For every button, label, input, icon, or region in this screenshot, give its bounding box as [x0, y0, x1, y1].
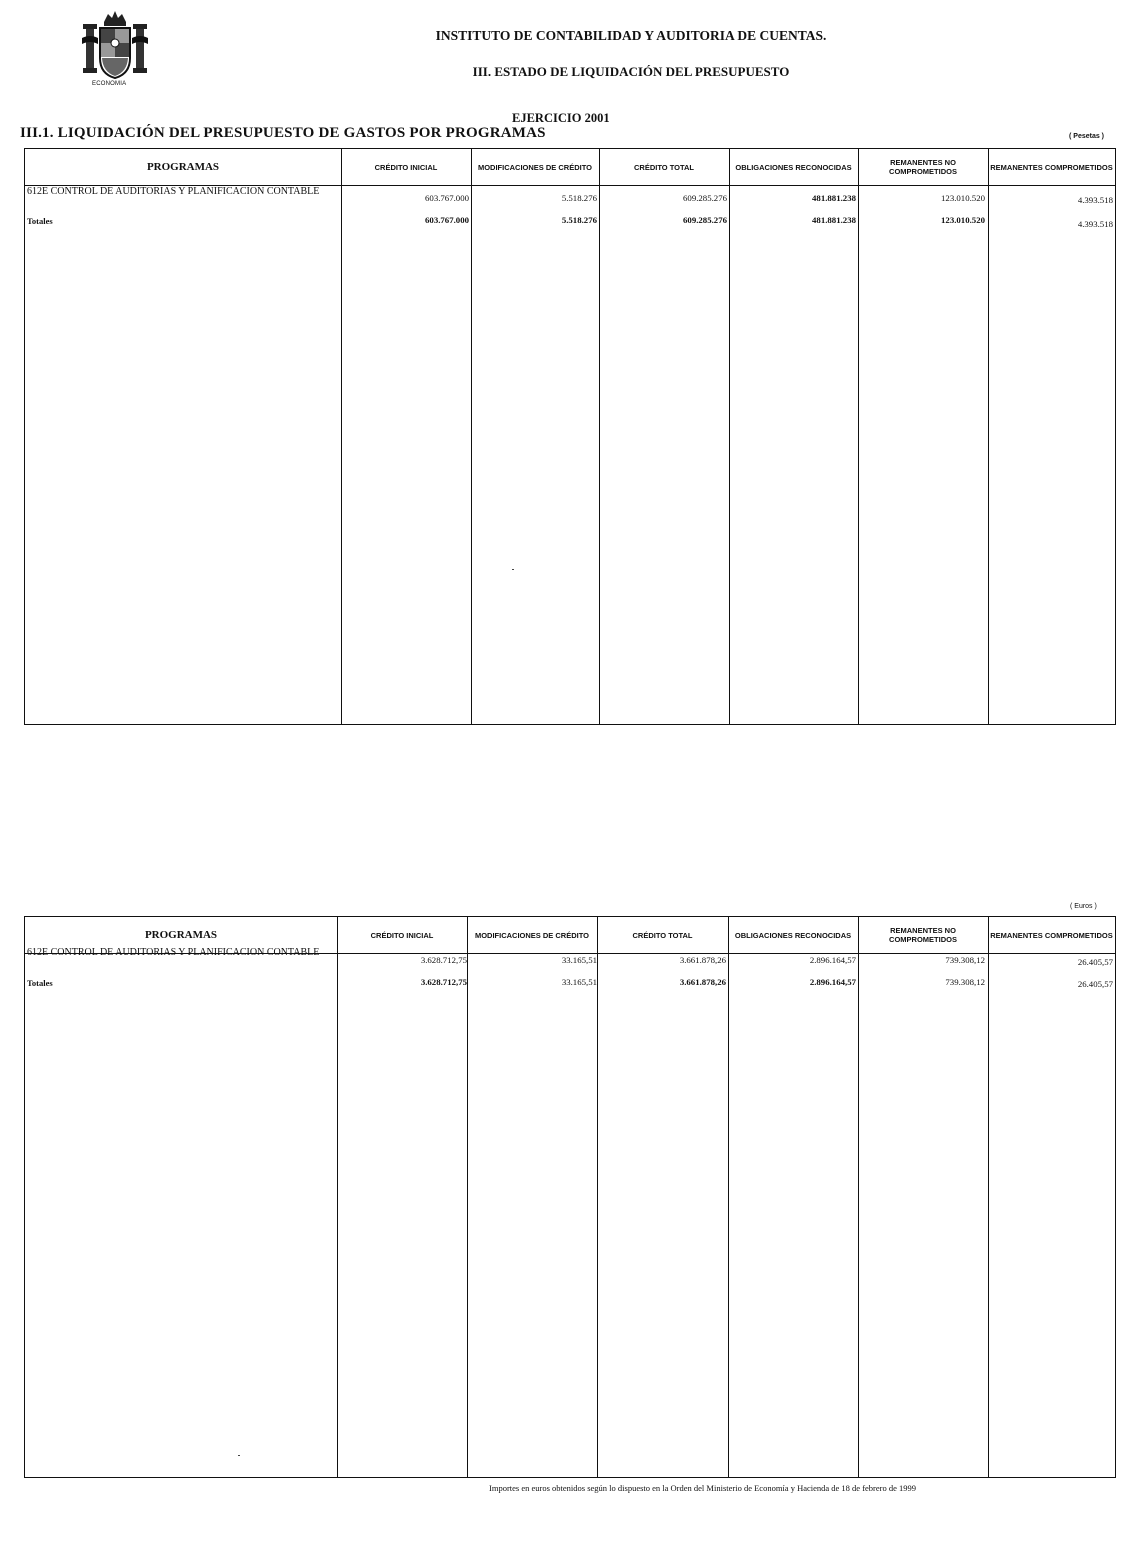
footnote: Importes en euros obtenidos según lo dispuesto en la Orden del Ministerio de Economía y Hacienda de 18 de febrero de 1999: [489, 1483, 917, 1493]
column-header-credito-total: CRÉDITO TOTAL: [634, 162, 694, 172]
column-header-modificaciones: MODIFICACIONES DE CRÉDITO: [474, 930, 590, 940]
table-header-row: [25, 149, 1115, 186]
budget-table-pesetas: [24, 148, 1116, 725]
credito-inicial-total: 3.628.712,75: [420, 977, 467, 987]
remanentes-no-comprometidos-value: 123.010.520: [941, 193, 985, 203]
section-title: III.1. LIQUIDACIÓN DEL PRESUPUESTO DE GASTOS POR PROGRAMAS: [20, 125, 546, 141]
obligaciones-value: 481.881.238: [812, 193, 856, 203]
remanentes-no-comprometidos-total: 739.308,12: [945, 977, 985, 987]
obligaciones-value: 2.896.164,57: [809, 955, 856, 965]
modificaciones-total: 33.165,51: [561, 977, 597, 987]
remanentes-comprometidos-total: 26.405,57: [1077, 979, 1113, 989]
column-header-obligaciones: OBLIGACIONES RECONOCIDAS: [734, 930, 852, 940]
column-header-credito-inicial: CRÉDITO INICIAL: [374, 162, 438, 172]
modificaciones-value: 33.165,51: [561, 955, 597, 965]
program-name: 612E CONTROL DE AUDITORIAS Y PLANIFICACION CONTABLE: [27, 186, 320, 197]
column-header-modificaciones: MODIFICACIONES DE CRÉDITO: [477, 162, 593, 172]
credito-total-total: 3.661.878,26: [679, 977, 726, 987]
logo-caption: ECONOMIA: [92, 81, 127, 87]
obligaciones-total: 481.881.238: [812, 215, 856, 225]
scan-speck: [512, 569, 514, 570]
remanentes-no-comprometidos-total: 123.010.520: [941, 215, 985, 225]
column-header-remanentes-comprometidos: REMANENTES COMPROMETIDOS: [990, 162, 1113, 172]
credito-total-value: 609.285.276: [683, 193, 727, 203]
institute-title: INSTITUTO DE CONTABILIDAD Y AUDITORIA DE CUENTAS.: [435, 28, 827, 43]
remanentes-comprometidos-total: 4.393.518: [1077, 219, 1113, 229]
modificaciones-value: 5.518.276: [561, 193, 597, 203]
column-header-programas: PROGRAMAS: [144, 928, 218, 941]
totals-label: Totales: [27, 216, 53, 226]
obligaciones-total: 2.896.164,57: [809, 977, 856, 987]
column-header-credito-total: CRÉDITO TOTAL: [632, 930, 693, 940]
column-header-programas: PROGRAMAS: [146, 160, 220, 173]
column-header-remanentes-comprometidos: REMANENTES COMPROMETIDOS: [990, 930, 1113, 940]
report-title: III. ESTADO DE LIQUIDACIÓN DEL PRESUPUESTO: [472, 64, 790, 79]
budget-table-euros: [24, 916, 1116, 1478]
column-header-remanentes-no-comprometidos: REMANENTES NO COMPROMETIDOS: [889, 926, 957, 944]
column-header-credito-inicial: CRÉDITO INICIAL: [370, 930, 434, 940]
column-header-remanentes-no-comprometidos: REMANENTES NO COMPROMETIDOS: [889, 158, 957, 176]
credito-inicial-total: 603.767.000: [425, 215, 469, 225]
remanentes-comprometidos-value: 26.405,57: [1077, 957, 1113, 967]
credito-total-total: 609.285.276: [683, 215, 727, 225]
exercise-year: EJERCICIO 2001: [512, 111, 610, 125]
credito-total-value: 3.661.878,26: [679, 955, 726, 965]
credito-inicial-value: 3.628.712,75: [420, 955, 467, 965]
program-name: 612E CONTROL DE AUDITORIAS Y PLANIFICACION CONTABLE: [27, 947, 320, 958]
column-header-obligaciones: OBLIGACIONES RECONOCIDAS: [735, 162, 852, 172]
scan-speck: [238, 1455, 240, 1456]
totals-label: Totales: [27, 978, 53, 988]
modificaciones-total: 5.518.276: [561, 215, 597, 225]
currency-unit-pesetas: ( Pesetas ): [1069, 133, 1105, 140]
remanentes-comprometidos-value: 4.393.518: [1077, 195, 1113, 205]
remanentes-no-comprometidos-value: 739.308,12: [945, 955, 985, 965]
credito-inicial-value: 603.767.000: [425, 193, 469, 203]
currency-unit-euros: ( Euros ): [1070, 903, 1097, 910]
